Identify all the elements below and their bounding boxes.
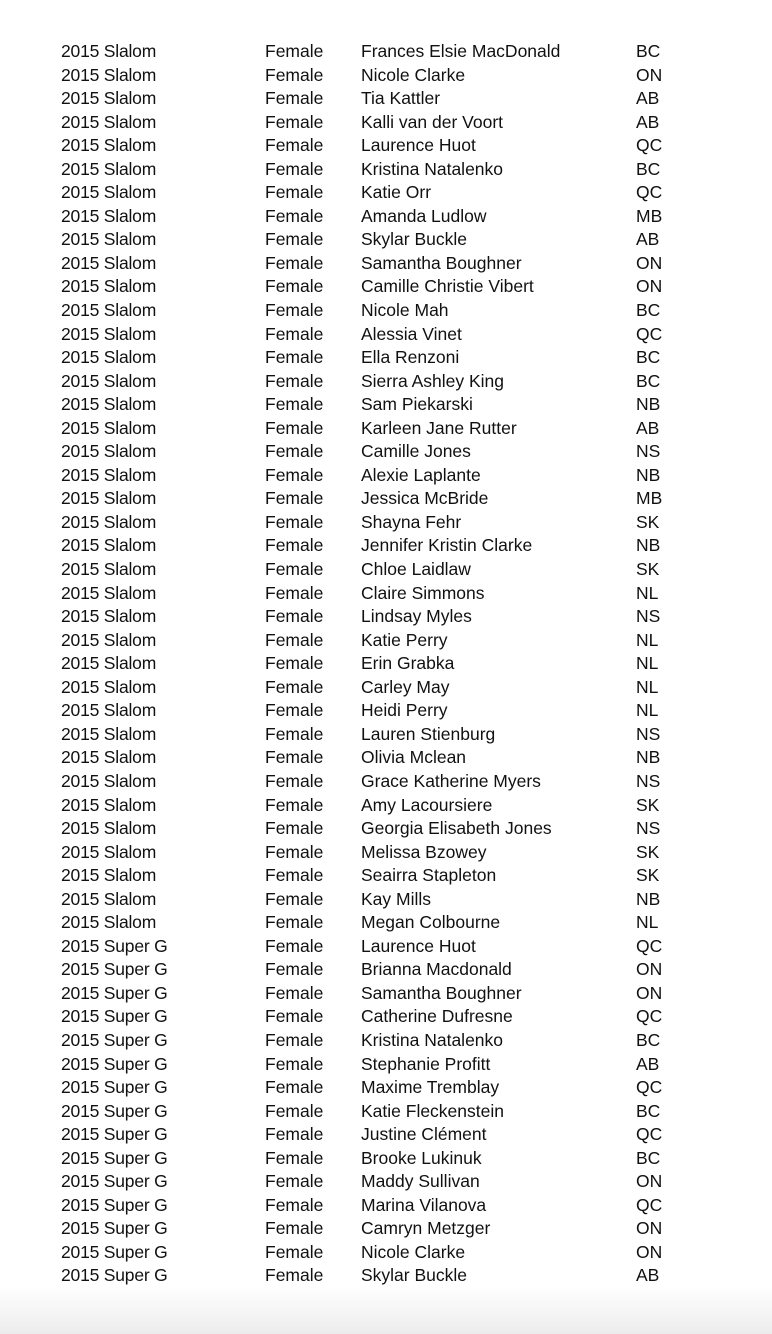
province-cell: ON <box>636 276 663 297</box>
province-cell: NL <box>636 676 659 697</box>
result-row <box>0 746 772 770</box>
gender-cell: Female <box>265 205 324 226</box>
gender-cell: Female <box>265 488 324 509</box>
athlete-name-cell: Megan Colbourne <box>361 912 501 933</box>
result-row <box>0 64 772 88</box>
result-row <box>0 299 772 323</box>
gender-cell: Female <box>265 88 324 109</box>
athlete-name-cell: Marina Vilanova <box>361 1194 487 1215</box>
province-cell: ON <box>636 1241 663 1262</box>
athlete-name-cell: Nicole Clarke <box>361 1241 466 1262</box>
athlete-name-cell: Alessia Vinet <box>361 323 462 344</box>
result-row <box>0 393 772 417</box>
province-cell: NL <box>636 912 659 933</box>
gender-cell: Female <box>265 64 324 85</box>
province-cell: ON <box>636 252 663 273</box>
gender-cell: Female <box>265 747 324 768</box>
gender-cell: Female <box>265 1194 324 1215</box>
result-row <box>0 911 772 935</box>
event-cell: 2015 Slalom <box>61 64 157 85</box>
province-cell: QC <box>636 935 663 956</box>
province-cell: QC <box>636 1194 663 1215</box>
event-cell: 2015 Super G <box>61 982 168 1003</box>
result-row <box>0 158 772 182</box>
result-row <box>0 558 772 582</box>
event-cell: 2015 Super G <box>61 1194 168 1215</box>
province-cell: ON <box>636 982 663 1003</box>
gender-cell: Female <box>265 865 324 886</box>
event-cell: 2015 Slalom <box>61 441 157 462</box>
event-cell: 2015 Super G <box>61 959 168 980</box>
event-cell: 2015 Slalom <box>61 300 157 321</box>
gender-cell: Female <box>265 276 324 297</box>
athlete-name-cell: Kristina Natalenko <box>361 158 504 179</box>
athlete-name-cell: Justine Clément <box>361 1124 487 1145</box>
event-cell: 2015 Super G <box>61 1100 168 1121</box>
event-cell: 2015 Slalom <box>61 347 157 368</box>
event-cell: 2015 Slalom <box>61 676 157 697</box>
event-cell: 2015 Slalom <box>61 158 157 179</box>
event-cell: 2015 Slalom <box>61 111 157 132</box>
gender-cell: Female <box>265 794 324 815</box>
gender-cell: Female <box>265 1029 324 1050</box>
gender-cell: Female <box>265 888 324 909</box>
gender-cell: Female <box>265 417 324 438</box>
event-cell: 2015 Slalom <box>61 205 157 226</box>
event-cell: 2015 Slalom <box>61 88 157 109</box>
gender-cell: Female <box>265 1124 324 1145</box>
result-row <box>0 1123 772 1147</box>
gender-cell: Female <box>265 841 324 862</box>
province-cell: QC <box>636 1077 663 1098</box>
athlete-name-cell: Sierra Ashley King <box>361 370 504 391</box>
event-cell: 2015 Slalom <box>61 511 157 532</box>
event-cell: 2015 Super G <box>61 1029 168 1050</box>
event-cell: 2015 Slalom <box>61 559 157 580</box>
athlete-name-cell: Sam Piekarski <box>361 394 473 415</box>
athlete-name-cell: Kristina Natalenko <box>361 1029 504 1050</box>
province-cell: NS <box>636 606 661 627</box>
province-cell: SK <box>636 559 660 580</box>
athlete-name-cell: Shayna Fehr <box>361 511 462 532</box>
province-cell: NB <box>636 888 661 909</box>
event-cell: 2015 Slalom <box>61 276 157 297</box>
result-row <box>0 935 772 959</box>
event-cell: 2015 Slalom <box>61 888 157 909</box>
result-row <box>0 1264 772 1288</box>
province-cell: MB <box>636 488 663 509</box>
athlete-name-cell: Brianna Macdonald <box>361 959 512 980</box>
event-cell: 2015 Slalom <box>61 653 157 674</box>
result-row <box>0 699 772 723</box>
province-cell: SK <box>636 841 660 862</box>
athlete-name-cell: Melissa Bzowey <box>361 841 487 862</box>
result-row <box>0 252 772 276</box>
athlete-name-cell: Maxime Tremblay <box>361 1077 500 1098</box>
result-row <box>0 676 772 700</box>
province-cell: NS <box>636 770 661 791</box>
province-cell: QC <box>636 135 663 156</box>
result-row <box>0 982 772 1006</box>
result-row <box>0 723 772 747</box>
athlete-name-cell: Karleen Jane Rutter <box>361 417 517 438</box>
athlete-name-cell: Lindsay Myles <box>361 606 472 627</box>
result-row <box>0 1217 772 1241</box>
event-cell: 2015 Super G <box>61 1171 168 1192</box>
event-cell: 2015 Super G <box>61 1006 168 1027</box>
result-row <box>0 582 772 606</box>
athlete-name-cell: Amanda Ludlow <box>361 205 487 226</box>
gender-cell: Female <box>265 323 324 344</box>
athlete-name-cell: Claire Simmons <box>361 582 485 603</box>
province-cell: ON <box>636 64 663 85</box>
event-cell: 2015 Super G <box>61 1241 168 1262</box>
event-cell: 2015 Slalom <box>61 606 157 627</box>
results-list <box>0 40 772 1288</box>
athlete-name-cell: Ella Renzoni <box>361 347 460 368</box>
gender-cell: Female <box>265 1077 324 1098</box>
athlete-name-cell: Chloe Laidlaw <box>361 559 471 580</box>
result-row <box>0 275 772 299</box>
athlete-name-cell: Nicole Clarke <box>361 64 466 85</box>
athlete-name-cell: Grace Katherine Myers <box>361 770 541 791</box>
event-cell: 2015 Slalom <box>61 323 157 344</box>
athlete-name-cell: Carley May <box>361 676 450 697</box>
event-cell: 2015 Slalom <box>61 723 157 744</box>
gender-cell: Female <box>265 182 324 203</box>
event-cell: 2015 Slalom <box>61 464 157 485</box>
athlete-name-cell: Camille Jones <box>361 441 471 462</box>
athlete-name-cell: Brooke Lukinuk <box>361 1147 482 1168</box>
result-row <box>0 864 772 888</box>
athlete-name-cell: Stephanie Profitt <box>361 1053 491 1074</box>
athlete-name-cell: Georgia Elisabeth Jones <box>361 818 552 839</box>
athlete-name-cell: Catherine Dufresne <box>361 1006 513 1027</box>
gender-cell: Female <box>265 982 324 1003</box>
province-cell: NL <box>636 629 659 650</box>
athlete-name-cell: Samantha Boughner <box>361 252 522 273</box>
result-row <box>0 464 772 488</box>
event-cell: 2015 Super G <box>61 1077 168 1098</box>
result-row <box>0 228 772 252</box>
province-cell: ON <box>636 1218 663 1239</box>
result-row <box>0 794 772 818</box>
gender-cell: Female <box>265 770 324 791</box>
athlete-name-cell: Skylar Buckle <box>361 1265 468 1286</box>
gender-cell: Female <box>265 1218 324 1239</box>
gender-cell: Female <box>265 1265 324 1286</box>
event-cell: 2015 Super G <box>61 935 168 956</box>
result-row <box>0 370 772 394</box>
result-row <box>0 1241 772 1265</box>
athlete-name-cell: Erin Grabka <box>361 653 455 674</box>
gender-cell: Female <box>265 1006 324 1027</box>
province-cell: MB <box>636 205 663 226</box>
gender-cell: Female <box>265 912 324 933</box>
athlete-name-cell: Katie Perry <box>361 629 448 650</box>
event-cell: 2015 Slalom <box>61 629 157 650</box>
gender-cell: Female <box>265 818 324 839</box>
gender-cell: Female <box>265 229 324 250</box>
province-cell: BC <box>636 1147 661 1168</box>
province-cell: NL <box>636 700 659 721</box>
gender-cell: Female <box>265 135 324 156</box>
gender-cell: Female <box>265 935 324 956</box>
province-cell: AB <box>636 229 660 250</box>
page-bottom-fade <box>0 1286 772 1334</box>
result-row <box>0 958 772 982</box>
province-cell: AB <box>636 88 660 109</box>
gender-cell: Female <box>265 511 324 532</box>
gender-cell: Female <box>265 1053 324 1074</box>
result-row <box>0 511 772 535</box>
result-row <box>0 1005 772 1029</box>
gender-cell: Female <box>265 606 324 627</box>
event-cell: 2015 Slalom <box>61 535 157 556</box>
result-row <box>0 1100 772 1124</box>
event-cell: 2015 Super G <box>61 1124 168 1145</box>
gender-cell: Female <box>265 394 324 415</box>
province-cell: SK <box>636 511 660 532</box>
result-row <box>0 1053 772 1077</box>
result-row <box>0 181 772 205</box>
result-row <box>0 487 772 511</box>
athlete-name-cell: Heidi Perry <box>361 700 448 721</box>
athlete-name-cell: Alexie Laplante <box>361 464 481 485</box>
gender-cell: Female <box>265 252 324 273</box>
gender-cell: Female <box>265 582 324 603</box>
result-row <box>0 346 772 370</box>
athlete-name-cell: Tia Kattler <box>361 88 441 109</box>
province-cell: BC <box>636 347 661 368</box>
event-cell: 2015 Slalom <box>61 770 157 791</box>
event-cell: 2015 Super G <box>61 1218 168 1239</box>
event-cell: 2015 Slalom <box>61 252 157 273</box>
athlete-name-cell: Jessica McBride <box>361 488 489 509</box>
athlete-name-cell: Laurence Huot <box>361 935 476 956</box>
event-cell: 2015 Slalom <box>61 865 157 886</box>
province-cell: NB <box>636 464 661 485</box>
athlete-name-cell: Jennifer Kristin Clarke <box>361 535 533 556</box>
gender-cell: Female <box>265 1171 324 1192</box>
athlete-name-cell: Amy Lacoursiere <box>361 794 493 815</box>
event-cell: 2015 Slalom <box>61 135 157 156</box>
event-cell: 2015 Slalom <box>61 488 157 509</box>
province-cell: QC <box>636 182 663 203</box>
gender-cell: Female <box>265 1147 324 1168</box>
result-row <box>0 1076 772 1100</box>
province-cell: QC <box>636 1124 663 1145</box>
result-row <box>0 605 772 629</box>
result-row <box>0 652 772 676</box>
province-cell: SK <box>636 865 660 886</box>
province-cell: NS <box>636 441 661 462</box>
gender-cell: Female <box>265 347 324 368</box>
gender-cell: Female <box>265 653 324 674</box>
province-cell: AB <box>636 417 660 438</box>
province-cell: NB <box>636 394 661 415</box>
athlete-name-cell: Camryn Metzger <box>361 1218 491 1239</box>
event-cell: 2015 Slalom <box>61 818 157 839</box>
province-cell: AB <box>636 1265 660 1286</box>
province-cell: NB <box>636 535 661 556</box>
event-cell: 2015 Super G <box>61 1053 168 1074</box>
province-cell: QC <box>636 323 663 344</box>
gender-cell: Female <box>265 723 324 744</box>
result-row <box>0 888 772 912</box>
event-cell: 2015 Slalom <box>61 794 157 815</box>
result-row <box>0 1194 772 1218</box>
event-cell: 2015 Slalom <box>61 41 157 61</box>
gender-cell: Female <box>265 300 324 321</box>
result-row <box>0 1170 772 1194</box>
province-cell: BC <box>636 1029 661 1050</box>
province-cell: NL <box>636 653 659 674</box>
province-cell: BC <box>636 1100 661 1121</box>
event-cell: 2015 Slalom <box>61 747 157 768</box>
athlete-name-cell: Lauren Stienburg <box>361 723 496 744</box>
gender-cell: Female <box>265 441 324 462</box>
event-cell: 2015 Slalom <box>61 370 157 391</box>
event-cell: 2015 Slalom <box>61 841 157 862</box>
event-cell: 2015 Slalom <box>61 394 157 415</box>
province-cell: NS <box>636 818 661 839</box>
result-row <box>0 770 772 794</box>
athlete-name-cell: Kalli van der Voort <box>361 111 504 132</box>
result-row <box>0 134 772 158</box>
province-cell: BC <box>636 300 661 321</box>
athlete-name-cell: Camille Christie Vibert <box>361 276 534 297</box>
athlete-name-cell: Nicole Mah <box>361 300 449 321</box>
gender-cell: Female <box>265 370 324 391</box>
result-row <box>0 1147 772 1171</box>
result-row <box>0 841 772 865</box>
result-row <box>0 417 772 441</box>
result-row <box>0 205 772 229</box>
result-row <box>0 323 772 347</box>
athlete-name-cell: Olivia Mclean <box>361 747 467 768</box>
athlete-name-cell: Samantha Boughner <box>361 982 522 1003</box>
result-row <box>0 40 772 64</box>
gender-cell: Female <box>265 535 324 556</box>
province-cell: BC <box>636 158 661 179</box>
event-cell: 2015 Super G <box>61 1147 168 1168</box>
province-cell: BC <box>636 41 661 61</box>
gender-cell: Female <box>265 559 324 580</box>
gender-cell: Female <box>265 676 324 697</box>
event-cell: 2015 Slalom <box>61 912 157 933</box>
gender-cell: Female <box>265 158 324 179</box>
result-row <box>0 87 772 111</box>
province-cell: QC <box>636 1006 663 1027</box>
province-cell: AB <box>636 1053 660 1074</box>
gender-cell: Female <box>265 1100 324 1121</box>
gender-cell: Female <box>265 629 324 650</box>
result-row <box>0 1029 772 1053</box>
athlete-name-cell: Katie Orr <box>361 182 432 203</box>
event-cell: 2015 Slalom <box>61 700 157 721</box>
province-cell: AB <box>636 111 660 132</box>
athlete-name-cell: Maddy Sullivan <box>361 1171 480 1192</box>
athlete-name-cell: Laurence Huot <box>361 135 476 156</box>
province-cell: ON <box>636 1171 663 1192</box>
province-cell: NL <box>636 582 659 603</box>
result-row <box>0 817 772 841</box>
event-cell: 2015 Super G <box>61 1265 168 1286</box>
gender-cell: Female <box>265 41 324 61</box>
gender-cell: Female <box>265 700 324 721</box>
gender-cell: Female <box>265 464 324 485</box>
result-row <box>0 629 772 653</box>
gender-cell: Female <box>265 111 324 132</box>
event-cell: 2015 Slalom <box>61 182 157 203</box>
athlete-name-cell: Seairra Stapleton <box>361 865 497 886</box>
athlete-name-cell: Skylar Buckle <box>361 229 468 250</box>
athlete-name-cell: Kay Mills <box>361 888 432 909</box>
athlete-name-cell: Frances Elsie MacDonald <box>361 41 561 61</box>
gender-cell: Female <box>265 1241 324 1262</box>
gender-cell: Female <box>265 959 324 980</box>
province-cell: ON <box>636 959 663 980</box>
result-row <box>0 534 772 558</box>
result-row <box>0 111 772 135</box>
event-cell: 2015 Slalom <box>61 417 157 438</box>
result-row <box>0 440 772 464</box>
event-cell: 2015 Slalom <box>61 582 157 603</box>
athlete-name-cell: Katie Fleckenstein <box>361 1100 504 1121</box>
event-cell: 2015 Slalom <box>61 229 157 250</box>
province-cell: NB <box>636 747 661 768</box>
province-cell: BC <box>636 370 661 391</box>
province-cell: SK <box>636 794 660 815</box>
province-cell: NS <box>636 723 661 744</box>
